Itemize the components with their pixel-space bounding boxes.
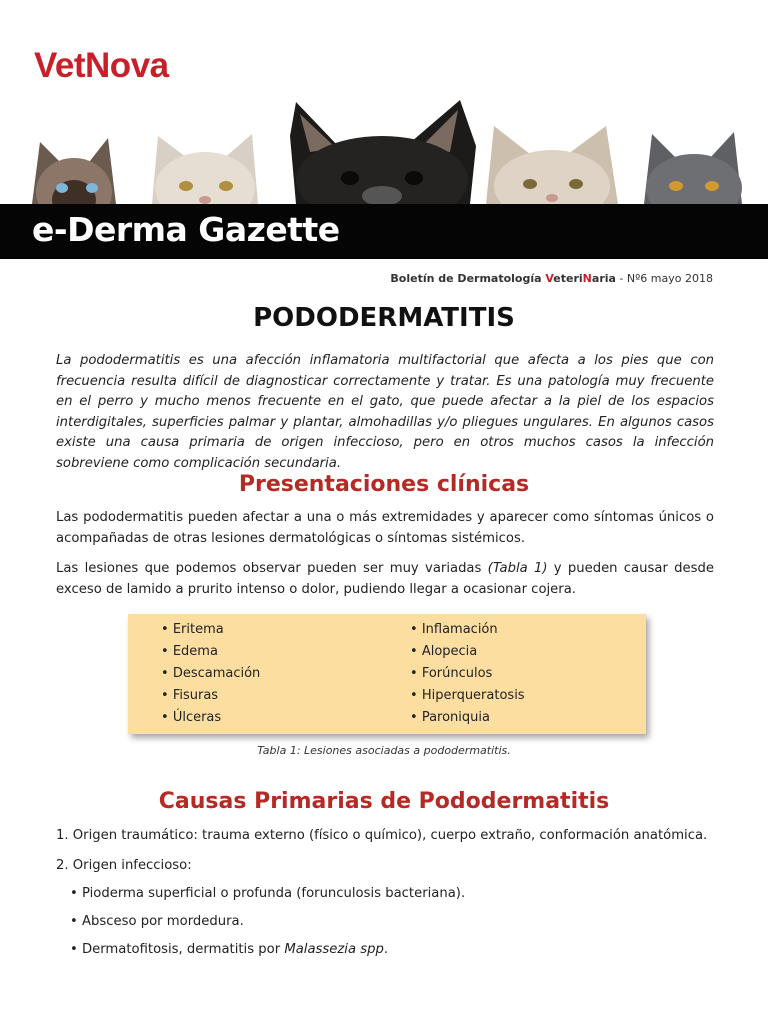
- lesions-left-column: [161, 619, 260, 729]
- cause-subitem-3-c: .: [383, 942, 389, 957]
- lesion-item: • Hiperqueratosis: [410, 685, 525, 707]
- clinical-paragraph-1: Las pododermatitis pueden afectar a una o más extremidades y aparecer como síntomas únicos o acompañadas de otras lesiones dermatológicas o síntomas sistémicos.: [56, 510, 714, 546]
- lesion-item: • Alopecia: [410, 641, 525, 663]
- bulletin-text-1: Boletín de Dermatología: [390, 272, 546, 285]
- clinical-paragraph-2-b: y pueden causar desde exceso de lamido a prurito intenso o dolor, pudiendo llegar a ocasionar cojera.: [56, 561, 714, 597]
- cause-item-traumatic: 1. Origen traumático: trauma externo (físico o químico), cuerpo extraño, conformación anatómica.: [56, 828, 708, 843]
- clinical-paragraph-2-a: Las lesiones que podemos observar pueden ser muy variadas: [56, 561, 488, 576]
- lesion-item: • Eritema: [161, 619, 260, 641]
- article-title: PODODERMATITIS: [253, 303, 515, 333]
- table-reference: (Tabla 1): [487, 561, 548, 576]
- lesion-item: • Úlceras: [161, 707, 260, 729]
- bulletin-issue: - Nº6 mayo 2018: [615, 272, 713, 285]
- lesion-item: • Forúnculos: [410, 663, 525, 685]
- cause-subitem-3-a: • Dermatofitosis, dermatitis por: [70, 942, 285, 957]
- cause-subitem-abscess: • Absceso por mordedura.: [70, 914, 244, 929]
- causes-heading: Causas Primarias de Pododermatitis: [158, 789, 610, 814]
- bulletin-v-letter: V: [545, 272, 554, 285]
- bulletin-n-letter: N: [582, 272, 592, 285]
- cause-item-infectious: 2. Origen infeccioso:: [56, 858, 192, 873]
- bulletin-line: [390, 272, 713, 285]
- lesion-item: • Inflamación: [410, 619, 525, 641]
- bulletin-text-3: aria: [591, 272, 616, 285]
- clinical-paragraph-2: [56, 558, 714, 600]
- vetnova-logo: VetNova: [34, 46, 169, 85]
- table-caption: Tabla 1: Lesiones asociadas a pododermatitis.: [257, 744, 511, 757]
- lesion-item: • Paroniquia: [410, 707, 525, 729]
- intro-paragraph: La pododermatitis es una afección inflamatoria multifactorial que afecta a los pies que con frecuencia resulta difícil de diagnosticar correctamente y tratar. Es una patología muy frecuente en el perro y mucho menos frecuente en el gato, que puede afectar a la piel de los espacios interdigitales, superficies palmar y plantar, almohadillas y/o pliegues ungulares. En algunos casos existe una causa primaria de origen infeccioso, pero en otros muchos casos la infección sobreviene como complicación secundaria.: [56, 353, 714, 471]
- clinical-heading: Presentaciones clínicas: [238, 472, 530, 497]
- lesions-table: [128, 614, 646, 734]
- lesions-right-column: [410, 619, 525, 729]
- lesion-item: • Edema: [161, 641, 260, 663]
- lesion-item: • Fisuras: [161, 685, 260, 707]
- cause-subitem-dermatophytosis: [70, 942, 388, 957]
- gazette-title: e-Derma Gazette: [32, 210, 340, 249]
- lesion-item: • Descamación: [161, 663, 260, 685]
- malassezia-name: Malassezia spp: [284, 942, 384, 957]
- bulletin-text-2: eteri: [553, 272, 583, 285]
- cause-subitem-pyoderma: • Pioderma superficial o profunda (forunculosis bacteriana).: [70, 886, 466, 901]
